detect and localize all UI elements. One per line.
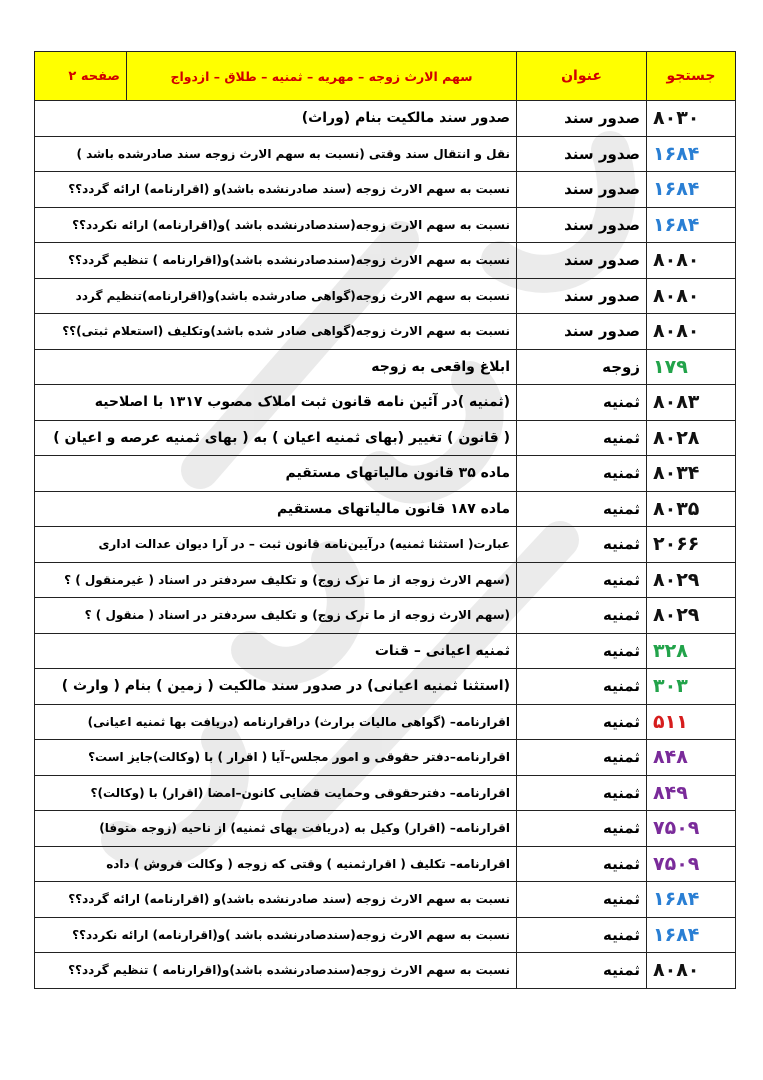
code-value: ۸۰۳۵	[653, 497, 700, 520]
row-code	[647, 598, 736, 634]
row-code	[647, 562, 736, 598]
row-code	[647, 775, 736, 811]
table-row	[35, 669, 736, 705]
row-description: (استثنا ثمنیه اعیانی) در صدور سند مالکیت ( زمین ) بنام ( وارث )	[35, 669, 517, 705]
row-title: صدور سند	[517, 243, 647, 279]
row-title: زوجه	[517, 349, 647, 385]
row-code	[647, 243, 736, 279]
table-row	[35, 243, 736, 279]
row-title: ثمنیه	[517, 491, 647, 527]
row-code	[647, 314, 736, 350]
row-description: اقرارنامه– (گواهی مالیات برارث) دراقرارنامه (دریافت بها ثمنیه اعیانی)	[35, 704, 517, 740]
row-title: ثمنیه	[517, 775, 647, 811]
code-value: ۱۶۸۴	[653, 213, 700, 236]
row-description: عبارت( استثنا ثمنیه) درآیین‌نامه قانون ثبت – در آرا دیوان عدالت اداری	[35, 527, 517, 563]
row-description: نسبت به سهم الارث زوجه(گواهی صادرشده باشد)و(اقرارنامه)تنظیم گردد	[35, 278, 517, 314]
code-value: ۷۵۰۹	[653, 852, 700, 875]
code-value: ۸۴۹	[653, 781, 688, 804]
code-value: ۱۶۸۴	[653, 888, 700, 911]
row-title: ثمنیه	[517, 882, 647, 918]
row-title: ثمنیه	[517, 385, 647, 421]
row-title: ثمنیه	[517, 562, 647, 598]
row-title: ثمنیه	[517, 669, 647, 705]
row-description: اقرارنامه– تکلیف ( اقرارثمنیه ) وقتی که زوجه ( وکالت فروش ) داده	[35, 846, 517, 882]
row-description: اقرارنامه–دفتر حقوقی و امور مجلس–آیا ( اقرار ) با (وکالت)جایز است؟	[35, 740, 517, 776]
row-title: ثمنیه	[517, 917, 647, 953]
row-code	[647, 136, 736, 172]
row-description: نسبت به سهم الارث زوجه(گواهی صادر شده باشد)وتکلیف (استعلام ثبتی)؟؟	[35, 314, 517, 350]
code-value: ۳۲۸	[653, 639, 688, 662]
table-row	[35, 278, 736, 314]
row-code	[647, 456, 736, 492]
table-row	[35, 136, 736, 172]
row-code	[647, 491, 736, 527]
row-title: صدور سند	[517, 136, 647, 172]
row-title: صدور سند	[517, 314, 647, 350]
code-value: ۸۰۲۹	[653, 568, 700, 591]
code-value: ۵۱۱	[653, 710, 688, 733]
row-title: ثمنیه	[517, 846, 647, 882]
code-value: ۱۶۸۴	[653, 923, 700, 946]
row-code	[647, 101, 736, 137]
code-value: ۸۰۸۰	[653, 284, 700, 307]
table-row	[35, 207, 736, 243]
row-description: (سهم الارث زوجه از ما ترک زوج) و تکلیف سردفتر در اسناد ( غیرمنقول ) ؟	[35, 562, 517, 598]
code-value: ۷۵۰۹	[653, 817, 700, 840]
table-row	[35, 527, 736, 563]
code-value: ۸۰۲۹	[653, 604, 700, 627]
row-code	[647, 527, 736, 563]
table-row	[35, 846, 736, 882]
row-code	[647, 740, 736, 776]
code-value: ۸۰۳۴	[653, 462, 700, 485]
row-title: ثمنیه	[517, 527, 647, 563]
code-value: ۱۶۸۴	[653, 142, 700, 165]
table-row	[35, 598, 736, 634]
row-description: نسبت به سهم الارث زوجه(سندصادرنشده باشد)و(اقرارنامه ) تنظیم گردد؟؟	[35, 953, 517, 989]
row-code	[647, 633, 736, 669]
row-code	[647, 420, 736, 456]
table-row	[35, 740, 736, 776]
row-title: صدور سند	[517, 172, 647, 208]
row-title: ثمنیه	[517, 456, 647, 492]
code-value: ۸۴۸	[653, 746, 688, 769]
row-code	[647, 882, 736, 918]
row-description: نسبت به سهم الارث زوجه (سند صادرنشده باشد)و (اقرارنامه) ارائه گردد؟؟	[35, 172, 517, 208]
row-title: ثمنیه	[517, 633, 647, 669]
row-title: ثمنیه	[517, 740, 647, 776]
code-value: ۸۰۸۳	[653, 391, 700, 414]
row-code	[647, 172, 736, 208]
row-description: نسبت به سهم الارث زوجه(سندصادرنشده باشد )و(اقرارنامه) ارائه نکردد؟؟	[35, 917, 517, 953]
code-value: ۲۰۶۶	[653, 533, 700, 556]
table-row	[35, 811, 736, 847]
header-subject: سهم الارث زوجه – مهریه – ثمنیه – طلاق – ازدواج	[127, 52, 517, 101]
row-description: (سهم الارث زوجه از ما ترک زوج) و تکلیف سردفتر در اسناد ( منقول ) ؟	[35, 598, 517, 634]
row-title: صدور سند	[517, 278, 647, 314]
code-value: ۸۰۳۰	[653, 107, 700, 130]
row-title: ثمنیه	[517, 420, 647, 456]
code-value: ۳۰۳	[653, 675, 688, 698]
table-row	[35, 917, 736, 953]
row-description: اقرارنامه– (اقرار) وکیل به (دریافت بهای ثمنیه) از ناحیه (زوجه متوفا)	[35, 811, 517, 847]
row-code	[647, 811, 736, 847]
table-row	[35, 456, 736, 492]
table-row	[35, 704, 736, 740]
row-code	[647, 669, 736, 705]
row-title: ثمنیه	[517, 598, 647, 634]
table-row	[35, 349, 736, 385]
table-row	[35, 491, 736, 527]
code-value: ۸۰۸۰	[653, 249, 700, 272]
header-title: عنوان	[517, 52, 647, 101]
code-value: ۱۶۸۴	[653, 178, 700, 201]
table-row	[35, 172, 736, 208]
table-row	[35, 775, 736, 811]
row-description: ثمنیه اعیانی – قنات	[35, 633, 517, 669]
table-row	[35, 633, 736, 669]
table-row	[35, 385, 736, 421]
row-code	[647, 953, 736, 989]
code-value: ۸۰۸۰	[653, 320, 700, 343]
row-description: صدور سند مالکیت بنام (وراث)	[35, 101, 517, 137]
header-page: صفحه ۲	[35, 52, 127, 101]
code-value: ۸۰۸۰	[653, 959, 700, 982]
row-code	[647, 704, 736, 740]
row-title: صدور سند	[517, 207, 647, 243]
index-table	[34, 51, 736, 989]
row-code	[647, 207, 736, 243]
row-description: نسبت به سهم الارث زوجه(سندصادرنشده باشد )و(اقرارنامه) ارائه نکردد؟؟	[35, 207, 517, 243]
code-value: ۸۰۲۸	[653, 426, 700, 449]
row-description: ماده ۳۵ قانون مالیاتهای مستقیم	[35, 456, 517, 492]
row-code	[647, 349, 736, 385]
row-code	[647, 385, 736, 421]
table-row	[35, 101, 736, 137]
header-row	[35, 52, 736, 101]
row-title: صدور سند	[517, 101, 647, 137]
row-title: ثمنیه	[517, 811, 647, 847]
row-description: اقرارنامه– دفترحقوقی وحمایت قضایی کانون–امضا (اقرار) با (وکالت)؟	[35, 775, 517, 811]
row-description: (ثمنیه )در آئین نامه قانون ثبت املاک مصوب ۱۳۱۷ با اصلاحیه	[35, 385, 517, 421]
row-description: نسبت به سهم الارث زوجه(سندصادرنشده باشد)و(اقرارنامه ) تنظیم گردد؟؟	[35, 243, 517, 279]
row-description: ابلاغ واقعی به زوجه	[35, 349, 517, 385]
row-code	[647, 278, 736, 314]
row-title: ثمنیه	[517, 704, 647, 740]
header-search: جستجو	[647, 52, 736, 101]
row-code	[647, 846, 736, 882]
row-description: نسبت به سهم الارث زوجه (سند صادرنشده باشد)و (اقرارنامه) ارائه گردد؟؟	[35, 882, 517, 918]
table-row	[35, 562, 736, 598]
row-description: ( قانون ) تغییر (بهای ثمنیه اعیان ) به ( بهای ثمنیه عرصه و اعیان )	[35, 420, 517, 456]
row-description: نقل و انتقال سند وقتی (نسبت به سهم الارث زوجه سند صادرشده باشد )	[35, 136, 517, 172]
row-description: ماده ۱۸۷ قانون مالیاتهای مستقیم	[35, 491, 517, 527]
row-code	[647, 917, 736, 953]
table-row	[35, 420, 736, 456]
table-row	[35, 882, 736, 918]
row-title: ثمنیه	[517, 953, 647, 989]
table-row	[35, 953, 736, 989]
table-row	[35, 314, 736, 350]
code-value: ۱۷۹	[653, 355, 688, 378]
